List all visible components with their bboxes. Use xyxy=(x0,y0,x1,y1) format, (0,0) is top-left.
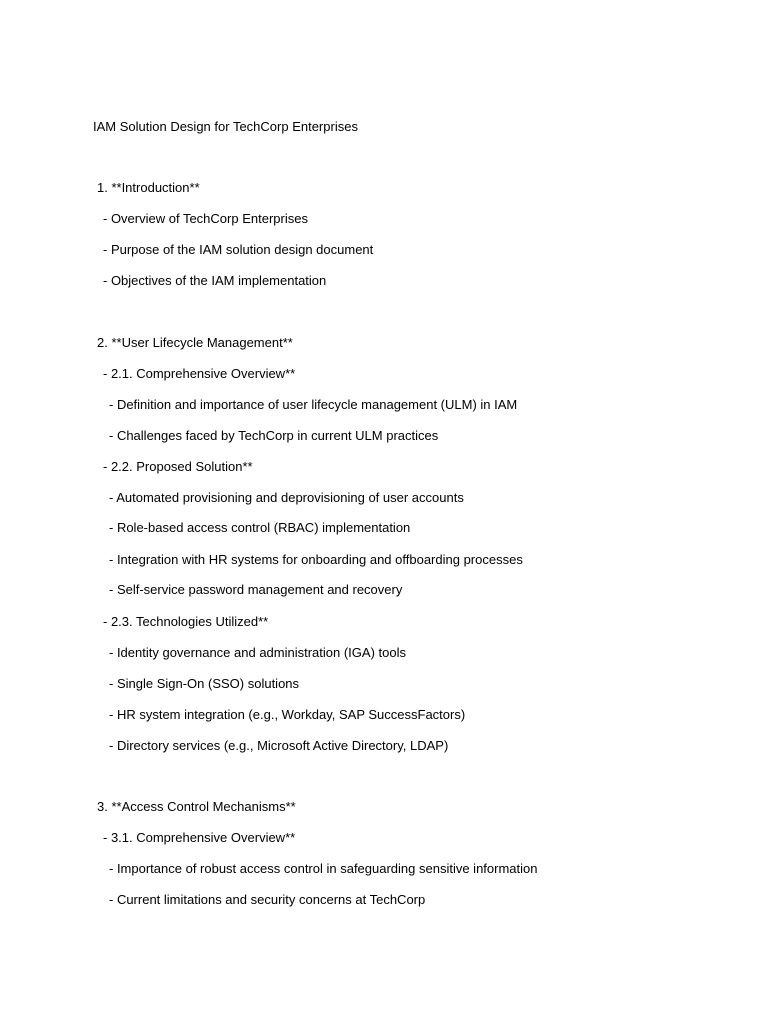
list-item: - Overview of TechCorp Enterprises xyxy=(103,211,308,226)
subsection-heading: - 2.2. Proposed Solution** xyxy=(103,459,253,474)
list-item: - Integration with HR systems for onboarding and offboarding processes xyxy=(109,552,523,567)
list-item: - Automated provisioning and deprovisioning of user accounts xyxy=(109,490,464,505)
list-item: - Definition and importance of user lifecycle management (ULM) in IAM xyxy=(109,397,518,412)
subsection-heading: - 3.1. Comprehensive Overview** xyxy=(103,830,296,845)
section-heading-access-control-mechanisms: 3. **Access Control Mechanisms** xyxy=(97,799,296,814)
list-item: - Directory services (e.g., Microsoft Active Directory, LDAP) xyxy=(109,738,449,753)
list-item: - Single Sign-On (SSO) solutions xyxy=(109,676,300,691)
list-item: - Challenges faced by TechCorp in current ULM practices xyxy=(109,428,439,443)
list-item: - Identity governance and administration (IGA) tools xyxy=(109,645,406,660)
list-item: - HR system integration (e.g., Workday, SAP SuccessFactors) xyxy=(109,707,466,722)
list-item: - Self-service password management and recovery xyxy=(109,582,403,597)
document-title: IAM Solution Design for TechCorp Enterprises xyxy=(93,119,358,134)
list-item: - Importance of robust access control in safeguarding sensitive information xyxy=(109,861,538,876)
list-item: - Role-based access control (RBAC) implementation xyxy=(109,520,411,535)
list-item: - Current limitations and security concerns at TechCorp xyxy=(109,892,426,907)
subsection-heading: - 2.3. Technologies Utilized** xyxy=(103,614,269,629)
subsection-heading: - 2.1. Comprehensive Overview** xyxy=(103,366,296,381)
list-item: - Purpose of the IAM solution design document xyxy=(103,242,374,257)
section-heading-introduction: 1. **Introduction** xyxy=(97,180,200,195)
list-item: - Objectives of the IAM implementation xyxy=(103,273,327,288)
section-heading-user-lifecycle-management: 2. **User Lifecycle Management** xyxy=(97,335,293,350)
